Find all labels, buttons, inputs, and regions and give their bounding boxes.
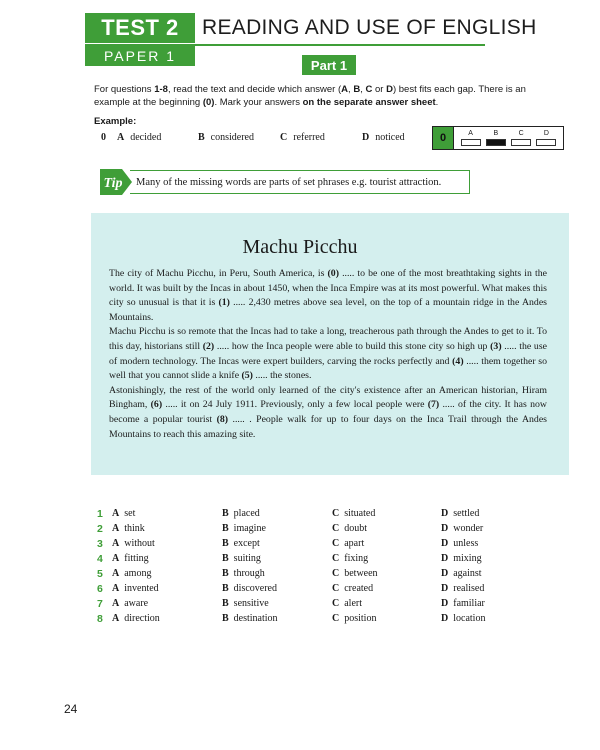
question-row — [0, 583, 600, 597]
option-letter: B — [222, 508, 229, 519]
gap-marker: (0) — [327, 268, 339, 279]
option-c[interactable] — [332, 523, 367, 534]
passage-text: ..... of the city. It has now become a popular tourist — [109, 399, 547, 425]
option-letter: D — [441, 598, 449, 609]
passage-text: ..... the stones. — [252, 370, 312, 382]
answer-cell-a[interactable] — [461, 127, 481, 149]
option-text: created — [344, 583, 374, 594]
option-b[interactable] — [222, 598, 269, 609]
option-letter: A — [112, 598, 120, 609]
option-letter: C — [332, 538, 340, 549]
passage-text: ..... it on 24 July 1911. Previously, only a few local people were — [162, 399, 428, 411]
gap-marker: (1) — [218, 297, 230, 309]
option-letter: C — [280, 132, 288, 143]
option-c[interactable] — [332, 613, 376, 624]
option-letter: A — [112, 613, 120, 624]
option-b[interactable] — [222, 613, 278, 624]
option-c[interactable] — [332, 508, 375, 519]
option-text: aware — [124, 598, 149, 609]
passage-text: Machu Picchu is so remote that the Incas had to take a long, treacherous path through the Andes to get to it. To this day, historians still — [109, 326, 547, 352]
instr-bold: D — [386, 84, 393, 95]
question-row — [0, 568, 600, 582]
passage-text: ..... to be one of the most breathtaking sights in the world. It was built by the Incas in about 1450, when the Inca Empire was at its most powerful. What makes this city so unusual is that it is — [109, 268, 547, 309]
passage-text: The city of Machu Picchu, in Peru, South America, is — [109, 268, 328, 279]
option-text: sensitive — [233, 598, 269, 609]
instr-bold: B — [353, 84, 361, 95]
gap-marker: (2) — [202, 340, 215, 352]
answer-cells — [454, 127, 563, 149]
example-option-b — [198, 132, 254, 143]
answer-letter: A — [468, 130, 473, 137]
instr-bold: A — [341, 84, 349, 95]
option-letter: A — [112, 523, 120, 534]
passage-text: ..... how the Inca people were able to build this stone city so high up — [214, 340, 491, 352]
question-row — [0, 598, 600, 612]
question-row — [0, 538, 600, 552]
tip-text: Many of the missing words are parts of set phrases e.g. tourist attraction. — [130, 170, 470, 194]
option-text: between — [344, 568, 378, 579]
passage-text: ..... . People walk for up to four days on the Inca Trail through the Andes Mountains to reach this amazing site. — [109, 413, 547, 440]
option-text: noticed — [375, 132, 405, 143]
option-text: settled — [453, 508, 480, 519]
option-text: doubt — [344, 523, 368, 534]
option-d[interactable] — [441, 538, 478, 549]
option-letter: D — [441, 613, 449, 624]
option-a[interactable] — [112, 583, 159, 594]
passage-text: ..... them together so well that you cannot slide a knife — [109, 355, 547, 382]
answer-letter: D — [543, 130, 549, 137]
option-c[interactable] — [332, 553, 368, 564]
reading-text — [109, 267, 547, 442]
option-d[interactable] — [441, 568, 482, 579]
option-text: alert — [344, 598, 362, 609]
option-letter: B — [222, 598, 229, 609]
paper-label: PAPER 1 — [103, 48, 177, 64]
instr-bold: (0) — [202, 97, 215, 108]
option-text: among — [124, 568, 152, 579]
option-text: realised — [453, 583, 485, 594]
option-a[interactable] — [112, 613, 160, 624]
option-letter: C — [332, 598, 340, 609]
option-letter: C — [332, 508, 340, 519]
option-text: position — [344, 613, 377, 624]
section-title: READING AND USE OF ENGLISH — [202, 16, 537, 39]
option-b[interactable] — [222, 523, 266, 534]
option-letter: C — [332, 523, 340, 534]
option-d[interactable] — [441, 523, 483, 534]
paragraph-3 — [109, 384, 547, 442]
instr-bold: 1-8 — [154, 84, 168, 95]
option-a[interactable] — [112, 598, 148, 609]
option-text: without — [124, 538, 155, 549]
option-letter: C — [332, 568, 340, 579]
option-letter: D — [441, 583, 449, 594]
answer-letter: C — [518, 130, 524, 137]
answer-letter: B — [493, 130, 499, 137]
part-badge — [302, 55, 356, 75]
gap-marker: (4) — [452, 355, 464, 367]
gap-marker: (5) — [241, 370, 253, 382]
option-letter: A — [117, 132, 125, 143]
answer-cell-d[interactable] — [536, 127, 556, 149]
example-answer-box — [432, 126, 564, 150]
option-text: referred — [293, 132, 325, 143]
paragraph-2 — [109, 325, 547, 383]
option-b[interactable] — [222, 508, 260, 519]
option-text: direction — [124, 613, 160, 624]
option-letter: B — [222, 613, 229, 624]
tip-icon — [98, 167, 134, 197]
test-label: TEST 2 — [101, 15, 179, 40]
instr-bold: C — [365, 84, 373, 95]
option-letter: A — [112, 568, 120, 579]
option-letter: A — [112, 583, 120, 594]
option-text: suiting — [233, 553, 261, 564]
option-b[interactable] — [222, 568, 265, 579]
option-text: set — [124, 508, 136, 519]
gap-marker: (3) — [490, 340, 502, 352]
page-number: 24 — [64, 702, 78, 716]
question-number: 2 — [97, 523, 103, 535]
option-b[interactable] — [222, 583, 277, 594]
option-letter: B — [222, 583, 229, 594]
question-number: 1 — [97, 508, 103, 520]
passage-text: ..... the use of modern technology. The Incas were expert builders, carving the rocks perfectly and — [109, 340, 547, 367]
instr-text: , — [360, 84, 366, 95]
option-letter: D — [362, 132, 370, 143]
question-row — [0, 553, 600, 567]
question-number: 8 — [97, 613, 103, 625]
option-letter: B — [222, 538, 229, 549]
option-d[interactable] — [441, 583, 484, 594]
option-text: situated — [344, 508, 376, 519]
option-letter: A — [112, 538, 120, 549]
option-text: considered — [210, 132, 254, 143]
option-text: decided — [130, 132, 162, 143]
instr-text: . Mark your answers — [214, 97, 303, 108]
instr-text: For questions — [94, 84, 155, 95]
option-b[interactable] — [222, 538, 260, 549]
option-letter: A — [112, 553, 120, 564]
option-c[interactable] — [332, 568, 378, 579]
example-number — [101, 132, 112, 143]
instr-text: or — [372, 84, 387, 95]
option-letter: A — [112, 508, 120, 519]
option-letter: B — [222, 568, 229, 579]
instr-text: , — [348, 84, 354, 95]
answer-cell-c[interactable] — [511, 127, 531, 149]
option-letter: D — [441, 553, 449, 564]
option-c[interactable] — [332, 598, 362, 609]
option-text: think — [124, 523, 145, 534]
option-c[interactable] — [332, 538, 364, 549]
example-option-c — [280, 132, 325, 143]
option-letter: D — [441, 508, 449, 519]
option-d[interactable] — [441, 598, 485, 609]
option-text: except — [233, 538, 260, 549]
gap-marker: (6) — [150, 399, 163, 411]
option-d[interactable] — [441, 553, 482, 564]
question-number: 7 — [97, 598, 103, 610]
answer-box-number: 0 — [433, 127, 454, 149]
question-number: 4 — [97, 553, 103, 565]
option-text: against — [453, 568, 482, 579]
answer-bubble — [461, 139, 481, 146]
option-text: fitting — [124, 553, 149, 564]
option-letter: B — [198, 132, 205, 143]
example-option-d — [362, 132, 405, 143]
answer-cell-b[interactable] — [486, 127, 506, 149]
paragraph-1 — [109, 267, 547, 325]
reading-title: Machu Picchu — [242, 236, 358, 258]
answer-bubble — [536, 139, 556, 146]
example-option-a — [117, 132, 161, 143]
option-text: imagine — [233, 523, 266, 534]
option-text: destination — [233, 613, 278, 624]
option-a[interactable] — [112, 508, 135, 519]
option-text: apart — [344, 538, 365, 549]
option-letter: B — [222, 523, 229, 534]
option-letter: C — [332, 613, 340, 624]
option-letter: B — [222, 553, 229, 564]
paper-badge — [85, 46, 195, 66]
instr-text: , read the text and decide which answer ( — [167, 84, 342, 95]
option-text: invented — [124, 583, 159, 594]
test-badge — [85, 13, 195, 43]
option-text: unless — [453, 538, 479, 549]
question-row — [0, 613, 600, 627]
option-text: wonder — [453, 523, 484, 534]
option-letter: D — [441, 568, 449, 579]
option-a[interactable] — [112, 523, 145, 534]
answer-bubble — [511, 139, 531, 146]
part-label: Part 1 — [310, 57, 348, 73]
option-text: mixing — [453, 553, 482, 564]
answer-bubble — [486, 139, 506, 146]
option-text: fixing — [344, 553, 369, 564]
question-row — [0, 508, 600, 522]
option-d[interactable] — [441, 613, 485, 624]
gap-marker: (7) — [427, 399, 440, 411]
instructions — [94, 83, 564, 109]
option-a[interactable] — [112, 568, 151, 579]
option-a[interactable] — [112, 553, 149, 564]
option-letter: C — [332, 583, 340, 594]
option-text: through — [233, 568, 265, 579]
option-b[interactable] — [222, 553, 261, 564]
option-c[interactable] — [332, 583, 373, 594]
question-number: 3 — [97, 538, 103, 550]
option-d[interactable] — [441, 508, 479, 519]
tip-icon-text: Tip — [103, 176, 123, 191]
option-text: location — [453, 613, 486, 624]
gap-marker: (8) — [216, 413, 229, 425]
option-letter: D — [441, 538, 449, 549]
option-letter: C — [332, 553, 340, 564]
option-a[interactable] — [112, 538, 155, 549]
example-num-text: 0 — [101, 132, 106, 143]
instr-text: ) best fits each gap. There is an example at the beginning — [94, 84, 526, 108]
passage-text: Astonishingly, the rest of the world only learned of the city's existence after an American historian, Hiram Bingham, — [109, 384, 547, 411]
question-number: 6 — [97, 583, 103, 595]
question-row — [0, 523, 600, 537]
option-letter: D — [441, 523, 449, 534]
instr-text: . — [435, 97, 439, 108]
option-text: discovered — [233, 583, 277, 594]
instr-bold: on the separate answer sheet — [302, 97, 436, 108]
example-label: Example: — [94, 116, 137, 127]
option-text: placed — [233, 508, 260, 519]
option-text: familiar — [453, 598, 485, 609]
question-number: 5 — [97, 568, 103, 580]
passage-text: ..... 2,430 metres above sea level, on the top of a mountain ridge in the Andes Mountains. — [109, 297, 547, 323]
